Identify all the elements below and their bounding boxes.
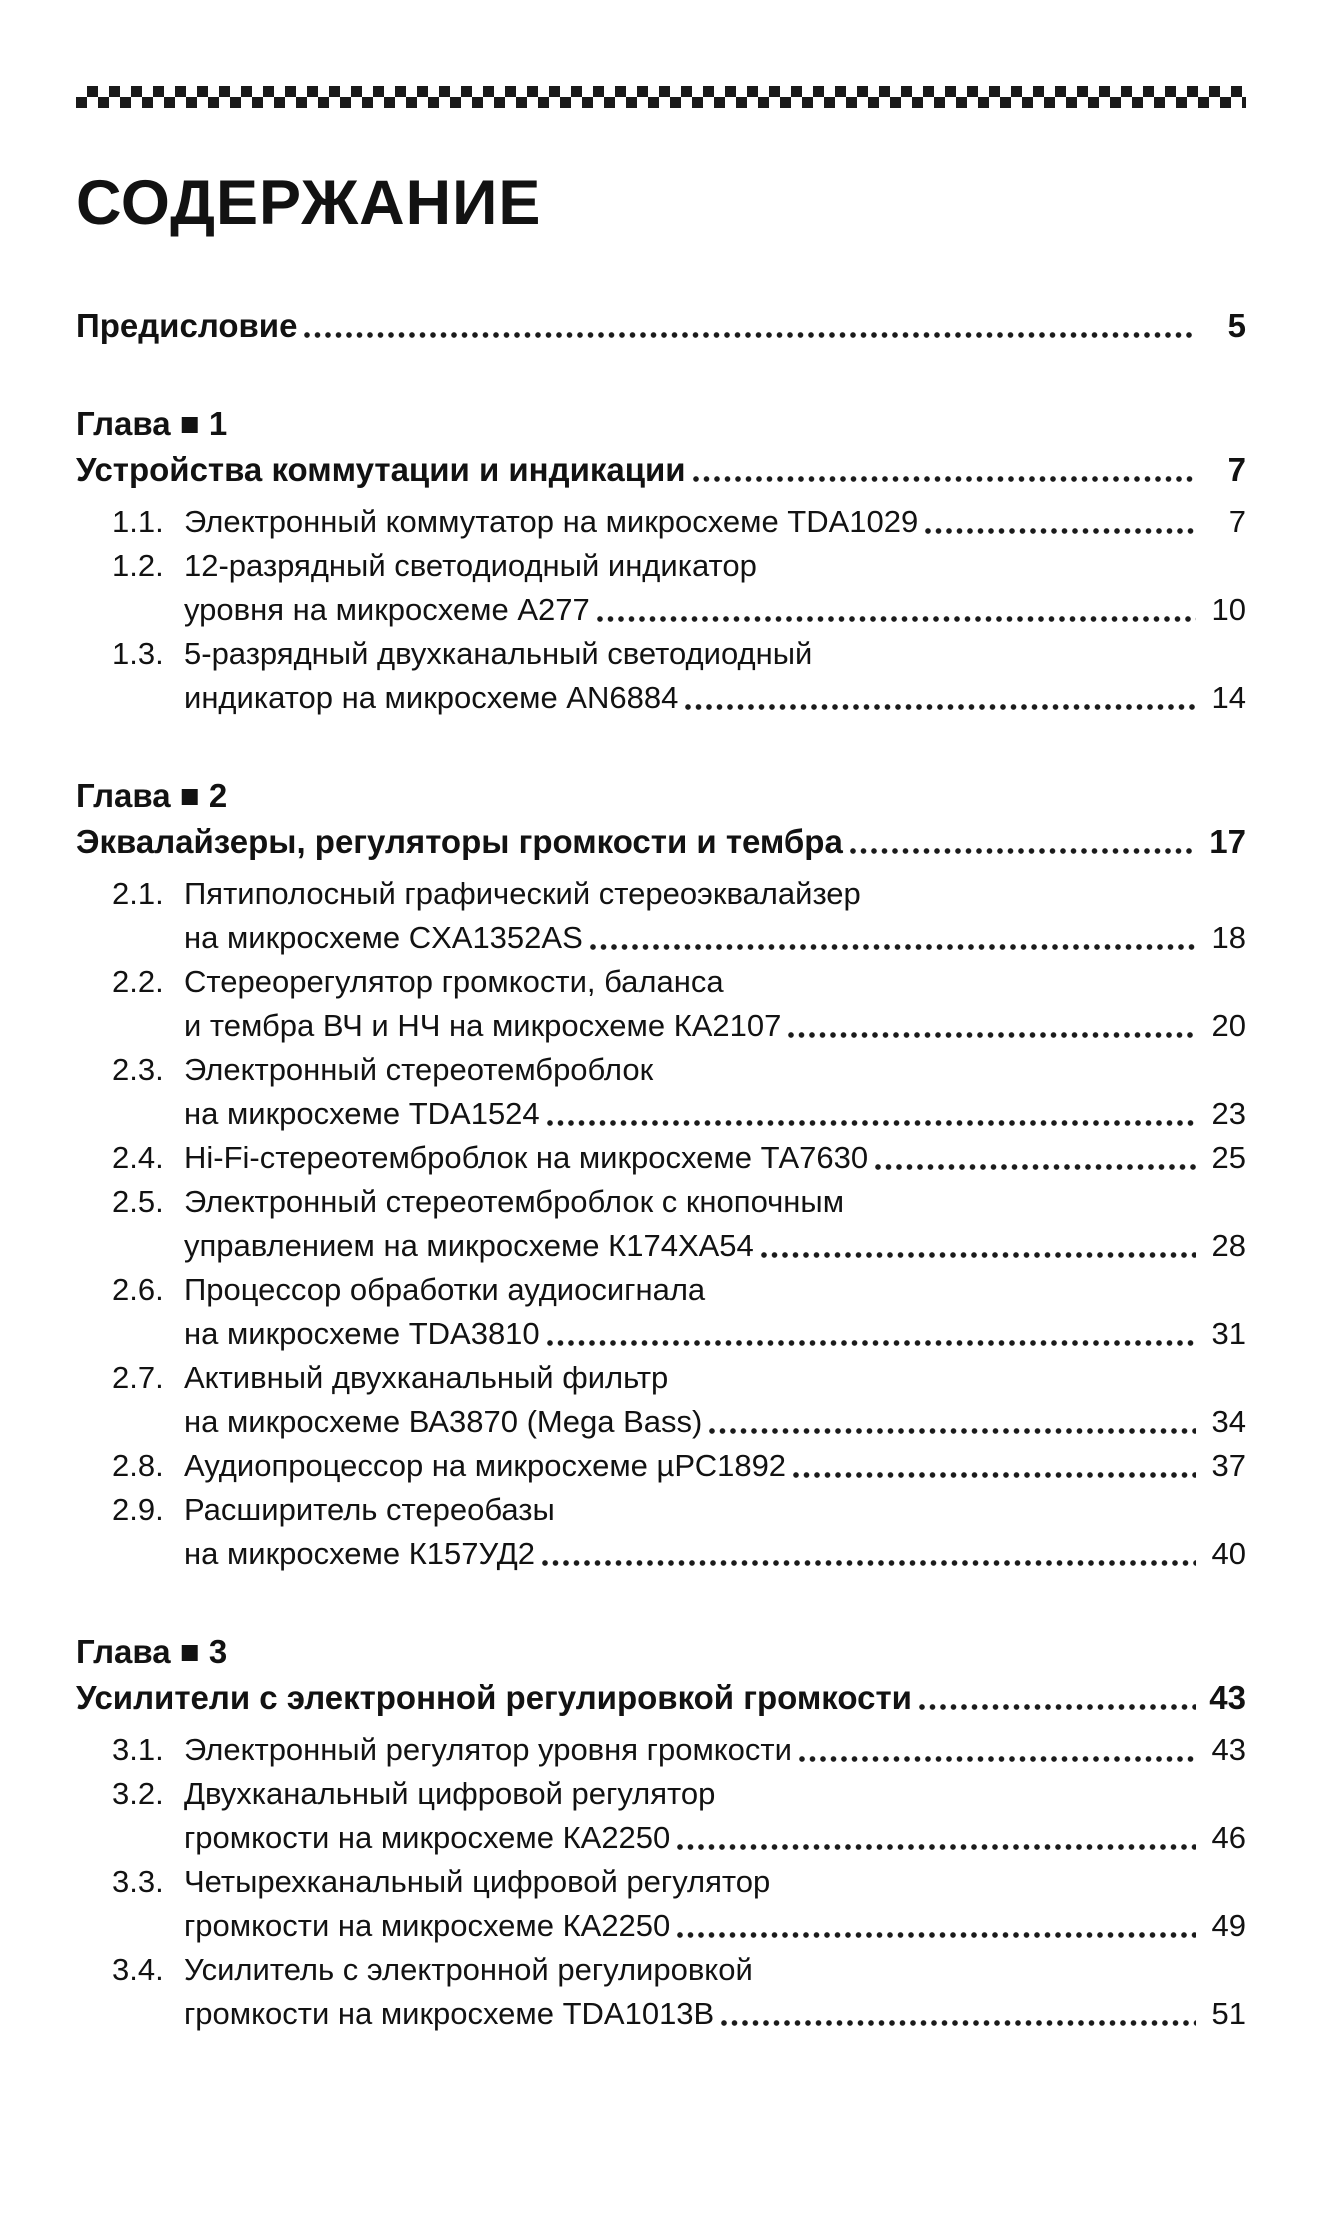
- toc-entry: [76, 1356, 1246, 1444]
- entry-text: Четырехканальный цифровой регулятор: [184, 1864, 771, 1899]
- entry-text: Пятиполосный графический стереоэквалайзер: [184, 876, 861, 911]
- entry-number: 2.5.: [112, 1184, 164, 1219]
- page-title: СОДЕРЖАНИЕ: [76, 168, 542, 238]
- entry-page-number: 14: [1211, 680, 1246, 715]
- chapter-page-number: 17: [1209, 823, 1246, 860]
- toc-entry: [76, 960, 1246, 1048]
- entry-line: [112, 1048, 1246, 1092]
- preface-row: [76, 304, 1246, 348]
- entry-number: 3.1.: [112, 1732, 164, 1767]
- preface-label: Предисловие: [76, 307, 298, 344]
- entry-line: [112, 1728, 1246, 1772]
- entry-line: [112, 632, 1246, 676]
- decorative-checkered-border: [76, 86, 1246, 108]
- dot-leader: [597, 614, 1196, 624]
- entry-text: управлением на микросхеме К174ХА54: [184, 1228, 754, 1263]
- entry-text: Hi-Fi-стереотемброблок на микросхеме ТА7630: [184, 1140, 869, 1175]
- toc-entry: [76, 872, 1246, 960]
- toc-entry: [76, 1948, 1246, 2036]
- entry-text: и тембра ВЧ и НЧ на микросхеме КА2107: [184, 1008, 782, 1043]
- entry-text: громкости на микросхеме КА2250: [184, 1820, 671, 1855]
- chapter-entries: [76, 1728, 1246, 2036]
- preface-page-number: 5: [1227, 307, 1246, 344]
- entry-number: 3.4.: [112, 1952, 164, 1987]
- dot-leader: [685, 702, 1196, 712]
- dot-leader: [875, 1162, 1196, 1172]
- entry-page-number: 28: [1211, 1228, 1246, 1263]
- entry-line: [112, 1948, 1246, 1992]
- chapter-label: Глава ■ 2: [76, 777, 228, 814]
- toc-entry: [76, 1860, 1246, 1948]
- dot-leader: [793, 1470, 1196, 1480]
- entry-line: [112, 872, 1246, 916]
- entry-number: 2.3.: [112, 1052, 164, 1087]
- chapter-page-number: 7: [1227, 451, 1246, 488]
- chapter-title-row: [76, 448, 1246, 492]
- dot-leader: [850, 846, 1196, 856]
- entry-page-number: 25: [1211, 1140, 1246, 1175]
- entry-line: [112, 1400, 1246, 1444]
- toc-entry: [76, 1772, 1246, 1860]
- dot-leader: [788, 1030, 1196, 1040]
- chapter-title-row: [76, 820, 1246, 864]
- toc-entry: [76, 1048, 1246, 1136]
- entry-page-number: 31: [1211, 1316, 1246, 1351]
- entry-line: [112, 588, 1246, 632]
- chapter-title: Устройства коммутации и индикации: [76, 451, 686, 488]
- toc-entry: [76, 1444, 1246, 1488]
- dot-leader: [919, 1702, 1196, 1712]
- entry-text: Стереорегулятор громкости, баланса: [184, 964, 724, 999]
- entry-page-number: 46: [1211, 1820, 1246, 1855]
- entry-number: 1.3.: [112, 636, 164, 671]
- entry-number: 2.9.: [112, 1492, 164, 1527]
- toc-entry: [76, 1268, 1246, 1356]
- entry-text: Аудиопроцессор на микросхеме µРС1892: [184, 1448, 787, 1483]
- entry-text: Электронный регулятор уровня громкости: [184, 1732, 792, 1767]
- entry-text: Процессор обработки аудиосигнала: [184, 1272, 706, 1307]
- entry-line: [112, 1816, 1246, 1860]
- dot-leader: [925, 526, 1196, 536]
- dot-leader: [547, 1338, 1196, 1348]
- chapter-page-number: 43: [1209, 1679, 1246, 1716]
- entry-line: [112, 1268, 1246, 1312]
- entry-page-number: 43: [1211, 1732, 1246, 1767]
- entry-number: 2.2.: [112, 964, 164, 999]
- entry-page-number: 7: [1228, 504, 1246, 539]
- dot-leader: [693, 474, 1196, 484]
- entry-line: [112, 916, 1246, 960]
- entry-number: 2.6.: [112, 1272, 164, 1307]
- entry-line: [112, 544, 1246, 588]
- entry-line: [112, 1992, 1246, 2036]
- dot-leader: [304, 330, 1196, 340]
- entry-line: [112, 1488, 1246, 1532]
- entry-number: 2.1.: [112, 876, 164, 911]
- entry-number: 2.8.: [112, 1448, 164, 1483]
- entry-text: на микросхеме ВА3870 (Mega Bass): [184, 1404, 703, 1439]
- entry-line: [112, 1444, 1246, 1488]
- chapter-entries: [76, 872, 1246, 1576]
- toc-entry: [76, 1180, 1246, 1268]
- entry-text: Электронный коммутатор на микросхеме TDA1029: [184, 504, 919, 539]
- chapter-title-row: [76, 1676, 1246, 1720]
- entry-text: громкости на микросхеме TDA1013B: [184, 1996, 715, 2031]
- chapter-entries: [76, 500, 1246, 720]
- entry-number: 1.1.: [112, 504, 164, 539]
- toc-entry: [76, 544, 1246, 632]
- chapter-section: [76, 400, 1246, 720]
- entry-text: на микросхеме TDA3810: [184, 1316, 540, 1351]
- entry-line: [112, 1224, 1246, 1268]
- entry-text: Активный двухканальный фильтр: [184, 1360, 669, 1395]
- dot-leader: [799, 1754, 1196, 1764]
- entry-line: [112, 1136, 1246, 1180]
- entry-page-number: 49: [1211, 1908, 1246, 1943]
- entry-text: Усилитель с электронной регулировкой: [184, 1952, 753, 1987]
- entry-line: [112, 1180, 1246, 1224]
- dot-leader: [542, 1558, 1196, 1568]
- entry-line: [112, 1904, 1246, 1948]
- entry-page-number: 20: [1211, 1008, 1246, 1043]
- entry-text: индикатор на микросхеме AN6884: [184, 680, 679, 715]
- entry-text: громкости на микросхеме КА2250: [184, 1908, 671, 1943]
- entry-text: Электронный стереотемброблок с кнопочным: [184, 1184, 845, 1219]
- entry-page-number: 34: [1211, 1404, 1246, 1439]
- entry-text: Электронный стереотемброблок: [184, 1052, 654, 1087]
- entry-number: 3.2.: [112, 1776, 164, 1811]
- entry-text: Двухканальный цифровой регулятор: [184, 1776, 716, 1811]
- entry-line: [112, 1860, 1246, 1904]
- chapter-section: [76, 772, 1246, 1576]
- entry-number: 2.7.: [112, 1360, 164, 1395]
- entry-text: на микросхеме К157УД2: [184, 1536, 536, 1571]
- dot-leader: [547, 1118, 1196, 1128]
- entry-number: 3.3.: [112, 1864, 164, 1899]
- chapter-title: Эквалайзеры, регуляторы громкости и тембра: [76, 823, 843, 860]
- entry-page-number: 10: [1211, 592, 1246, 627]
- toc-entry: [76, 1136, 1246, 1180]
- toc-entry: [76, 1488, 1246, 1576]
- toc-entry: [76, 632, 1246, 720]
- entry-line: [112, 1092, 1246, 1136]
- chapter-title: Усилители с электронной регулировкой громкости: [76, 1679, 912, 1716]
- dot-leader: [590, 942, 1196, 952]
- entry-page-number: 18: [1211, 920, 1246, 955]
- entry-line: [112, 1356, 1246, 1400]
- entry-line: [112, 1312, 1246, 1356]
- entry-line: [112, 1532, 1246, 1576]
- dot-leader: [677, 1842, 1196, 1852]
- entry-text: на микросхеме CXA1352AS: [184, 920, 583, 955]
- toc-entry: [76, 500, 1246, 544]
- entry-page-number: 40: [1211, 1536, 1246, 1571]
- entry-text: 5-разрядный двухканальный светодиодный: [184, 636, 813, 671]
- toc-chapters: [76, 400, 1246, 2036]
- dot-leader: [721, 2018, 1196, 2028]
- dot-leader: [677, 1930, 1196, 1940]
- chapter-label: Глава ■ 3: [76, 1633, 228, 1670]
- entry-text: уровня на микросхеме А277: [184, 592, 590, 627]
- dot-leader: [761, 1250, 1196, 1260]
- toc-entry: [76, 1728, 1246, 1772]
- entry-line: [112, 500, 1246, 544]
- entry-page-number: 23: [1211, 1096, 1246, 1131]
- entry-text: Расширитель стереобазы: [184, 1492, 555, 1527]
- entry-number: 2.4.: [112, 1140, 164, 1175]
- entry-number: 1.2.: [112, 548, 164, 583]
- chapter-section: [76, 1628, 1246, 2036]
- entry-text: 12-разрядный светодиодный индикатор: [184, 548, 757, 583]
- entry-line: [112, 1004, 1246, 1048]
- entry-page-number: 51: [1211, 1996, 1246, 2031]
- chapter-label: Глава ■ 1: [76, 405, 228, 442]
- entry-page-number: 37: [1211, 1448, 1246, 1483]
- entry-line: [112, 960, 1246, 1004]
- dot-leader: [709, 1426, 1196, 1436]
- entry-text: на микросхеме TDA1524: [184, 1096, 540, 1131]
- entry-line: [112, 1772, 1246, 1816]
- entry-line: [112, 676, 1246, 720]
